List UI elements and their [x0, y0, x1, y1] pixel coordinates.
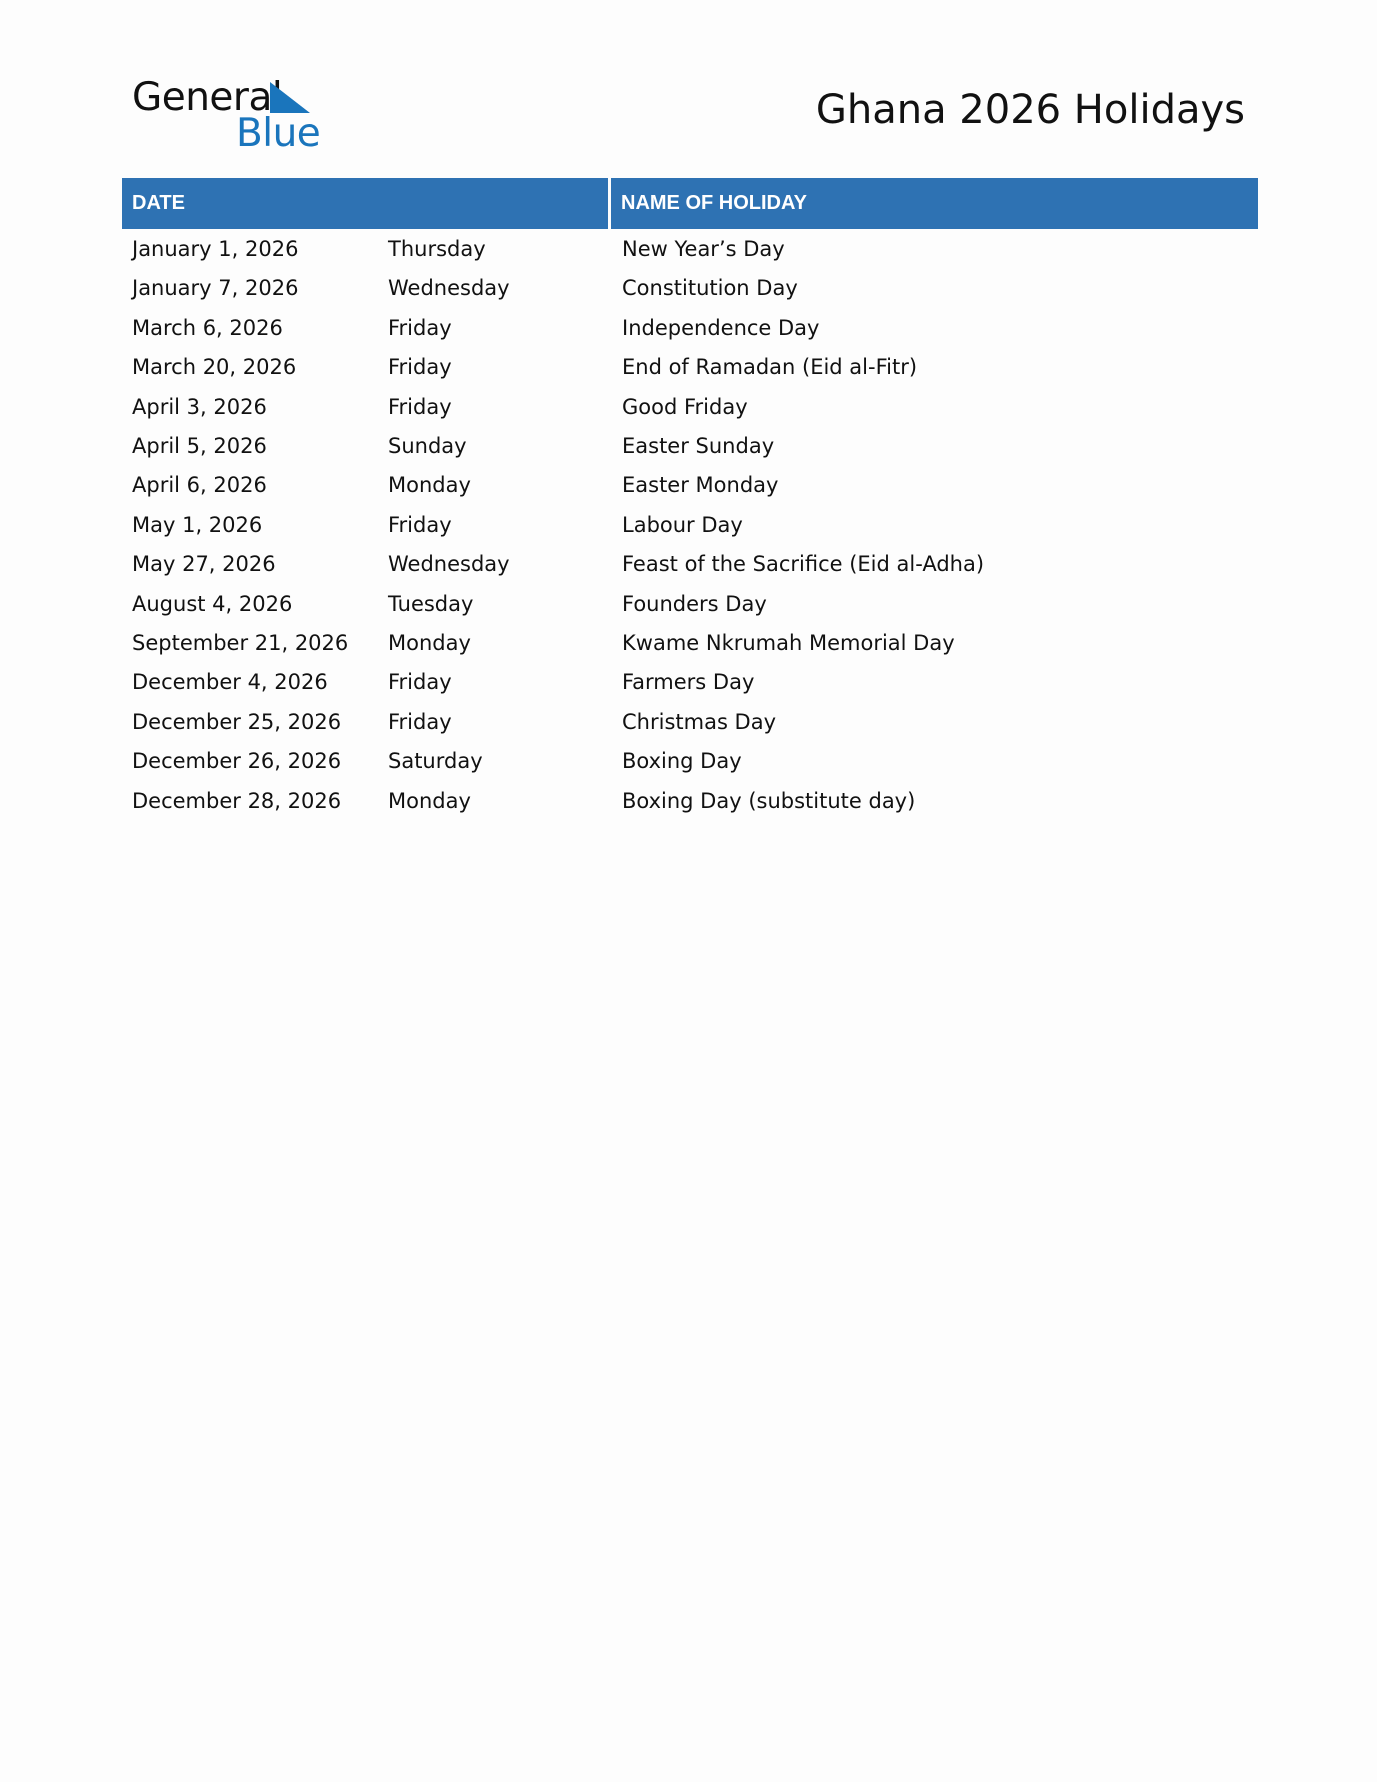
holiday-name-cell: Good Friday	[622, 394, 748, 419]
table-row	[0, 269, 1377, 308]
holiday-name-cell: Boxing Day (substitute day)	[622, 788, 916, 813]
holiday-name-cell: Independence Day	[622, 315, 820, 340]
date-cell: March 20, 2026	[132, 355, 297, 380]
holiday-name-cell: Farmers Day	[622, 670, 755, 695]
table-row	[0, 309, 1377, 348]
weekday-cell: Monday	[388, 473, 471, 498]
weekday-cell: Tuesday	[388, 591, 474, 616]
date-cell: December 26, 2026	[132, 749, 342, 774]
date-cell: May 27, 2026	[132, 552, 276, 577]
holiday-name-cell: Labour Day	[622, 512, 743, 537]
holiday-name-cell: Kwame Nkrumah Memorial Day	[622, 631, 955, 655]
weekday-cell: Saturday	[388, 749, 483, 774]
holiday-name-cell: New Year’s Day	[622, 237, 785, 261]
weekday-cell: Wednesday	[388, 552, 510, 577]
logo-text-general: General	[132, 75, 283, 120]
weekday-cell: Sunday	[388, 434, 467, 458]
table-row	[0, 742, 1377, 781]
logo-text-blue: Blue	[236, 111, 321, 156]
weekday-cell: Thursday	[388, 237, 486, 261]
table-row	[0, 585, 1377, 624]
page-title: Ghana 2026 Holidays	[815, 87, 1245, 133]
date-cell: January 7, 2026	[132, 276, 299, 301]
table-row	[0, 466, 1377, 505]
weekday-cell: Friday	[388, 512, 452, 537]
holiday-name-cell: Feast of the Sacrifice (Eid al-Adha)	[622, 552, 985, 577]
table-row	[0, 782, 1377, 821]
holiday-name-cell: End of Ramadan (Eid al-Fitr)	[622, 355, 918, 380]
date-cell: August 4, 2026	[132, 591, 293, 616]
holiday-name-cell: Constitution Day	[622, 276, 798, 301]
holiday-name-cell: Boxing Day	[622, 749, 742, 774]
date-cell: May 1, 2026	[132, 512, 263, 537]
date-cell: April 5, 2026	[132, 434, 267, 458]
holiday-name-cell: Founders Day	[622, 591, 767, 616]
table-header	[122, 178, 1258, 229]
table-row	[0, 663, 1377, 702]
weekday-cell: Friday	[388, 670, 452, 695]
table-row	[0, 624, 1377, 663]
date-cell: December 28, 2026	[132, 788, 342, 813]
date-cell: January 1, 2026	[132, 237, 299, 261]
date-cell: March 6, 2026	[132, 315, 283, 340]
header-date: DATE	[122, 178, 608, 229]
date-cell: April 3, 2026	[132, 394, 267, 419]
weekday-cell: Friday	[388, 394, 452, 419]
table-row	[0, 545, 1377, 584]
table-row	[0, 427, 1377, 466]
table-row	[0, 703, 1377, 742]
weekday-cell: Friday	[388, 709, 452, 734]
generalblue-logo	[132, 75, 322, 156]
logo-triangle-icon	[270, 82, 310, 113]
weekday-cell: Monday	[388, 788, 471, 813]
date-cell: December 25, 2026	[132, 709, 342, 734]
table-row	[0, 348, 1377, 387]
holiday-name-cell: Christmas Day	[622, 709, 777, 734]
date-cell: December 4, 2026	[132, 670, 328, 695]
table-row	[0, 230, 1377, 269]
holiday-name-cell: Easter Monday	[622, 473, 779, 498]
weekday-cell: Wednesday	[388, 276, 510, 301]
weekday-cell: Friday	[388, 355, 452, 380]
header-holiday-name: NAME OF HOLIDAY	[611, 178, 1258, 229]
holiday-name-cell: Easter Sunday	[622, 434, 775, 458]
weekday-cell: Monday	[388, 631, 471, 655]
table-row	[0, 388, 1377, 427]
table-row	[0, 506, 1377, 545]
date-cell: September 21, 2026	[132, 631, 349, 655]
weekday-cell: Friday	[388, 315, 452, 340]
date-cell: April 6, 2026	[132, 473, 267, 498]
